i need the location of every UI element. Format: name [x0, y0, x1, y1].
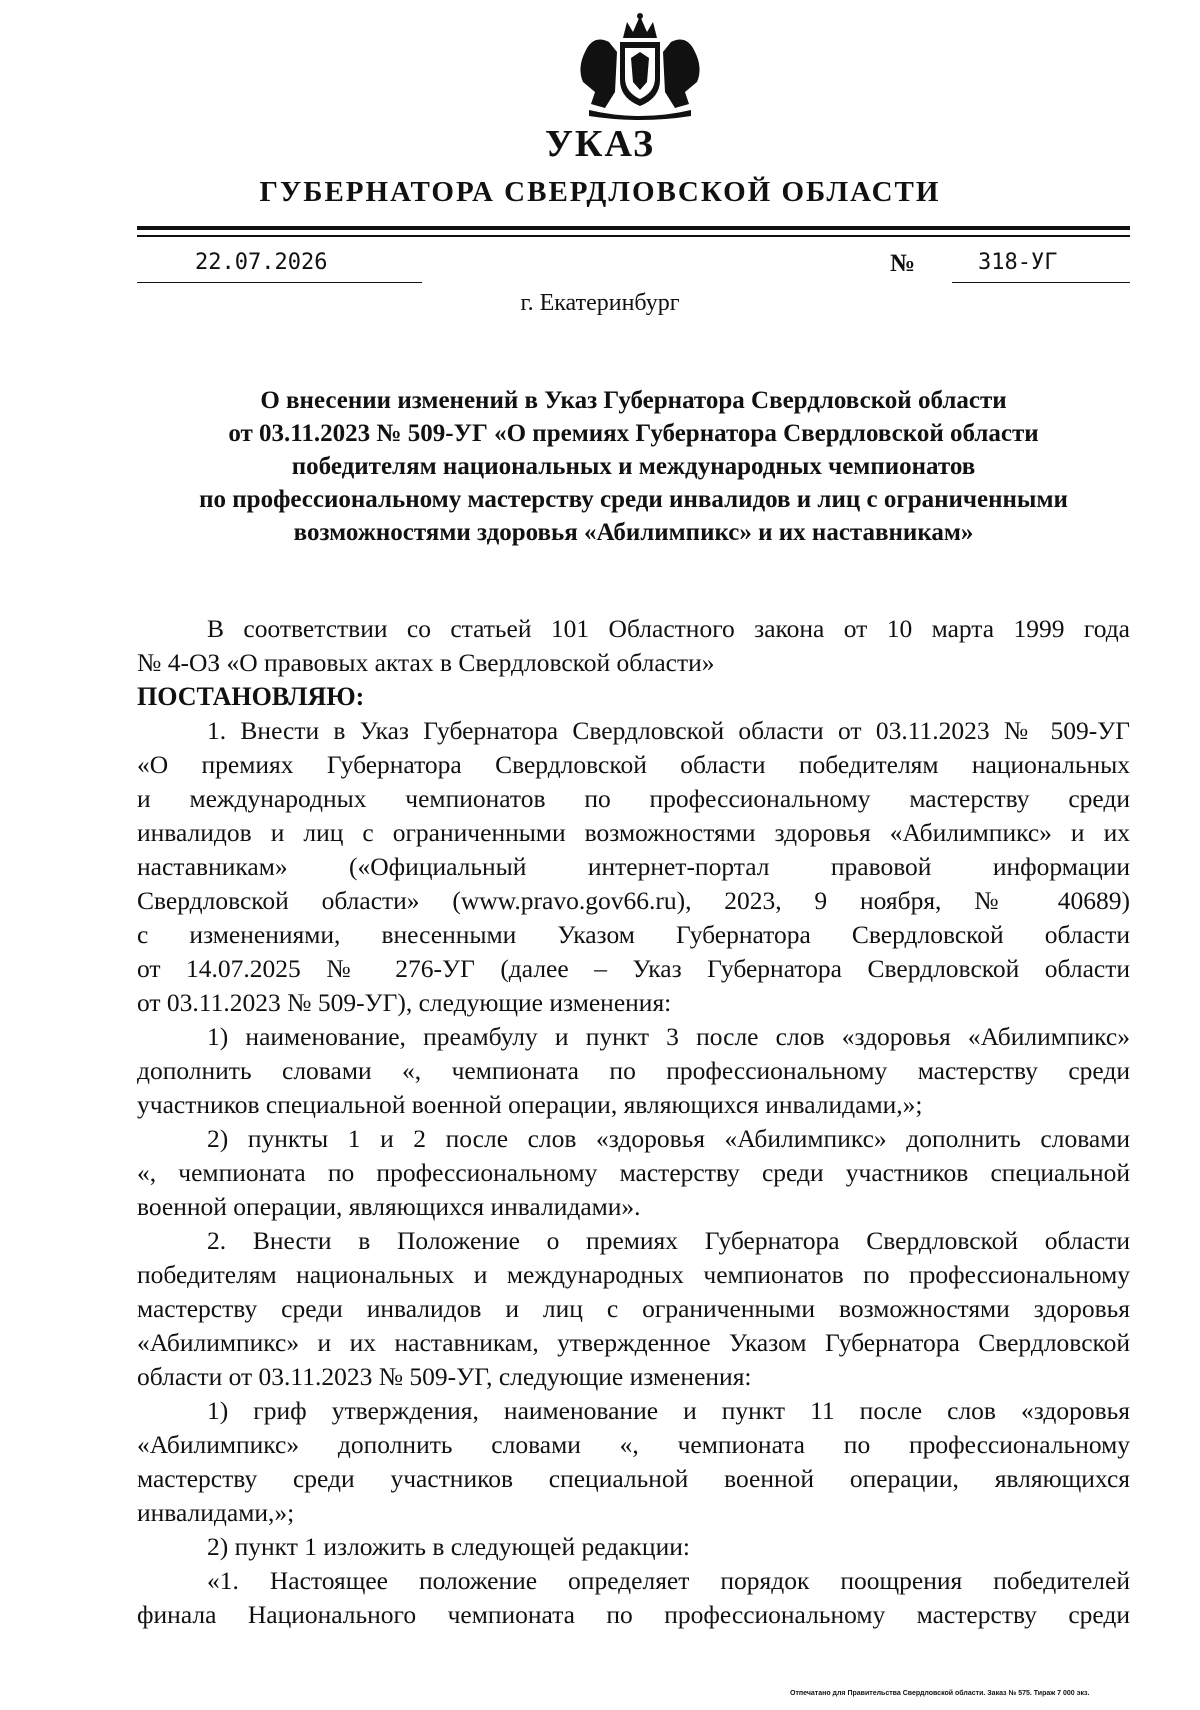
heading-line: О внесении изменений в Указ Губернатора Свердловской области — [260, 387, 1007, 414]
paragraph-line: инвалидов и лиц с ограниченными возможностями здоровья «Абилимпикс» и их — [137, 818, 1130, 847]
decree-heading — [137, 384, 1130, 549]
paragraph-line: «, чемпионата по профессиональному мастерству среди участников специальной — [137, 1158, 1130, 1187]
paragraph-line: 2) пункты 1 и 2 после слов «здоровья «Абилимпикс» дополнить словами — [207, 1124, 1130, 1153]
number-label: № — [890, 250, 916, 277]
heading-line: от 03.11.2023 № 509-УГ «О премиях Губернатора Свердловской области — [228, 420, 1039, 447]
heading-line: по профессиональному мастерству среди инвалидов и лиц с ограниченными — [199, 486, 1068, 513]
print-footer: Отпечатано для Правительства Свердловской области. Заказ № 575. Тираж 7 000 экз. — [790, 1690, 1090, 1697]
city: г. Екатеринбург — [520, 290, 680, 316]
paragraph-line: «О премиях Губернатора Свердловской области победителям национальных — [137, 750, 1130, 779]
paragraph-line: «1. Настоящее положение определяет порядок поощрения победителей — [207, 1566, 1130, 1595]
decree-body — [137, 612, 1130, 1632]
paragraph-line: военной операции, являющихся инвалидами». — [137, 1192, 641, 1221]
document-title: УКАЗ — [545, 123, 655, 165]
preamble-line: № 4-ОЗ «О правовых актах в Свердловской области» — [137, 648, 715, 677]
header-divider-thin — [137, 235, 1130, 237]
paragraph-line: «Абилимпикс» дополнить словами «, чемпионата по профессиональному — [137, 1430, 1130, 1459]
header-divider — [137, 226, 1130, 230]
decree-number: 318-УГ — [978, 250, 1058, 275]
paragraph-line: финала Национального чемпионата по профессиональному мастерству среди — [137, 1600, 1130, 1629]
number-underline — [952, 282, 1130, 283]
paragraph-line: мастерству среди участников специальной военной операции, являющихся — [137, 1464, 1130, 1493]
paragraph-line: и международных чемпионатов по профессиональному мастерству среди — [137, 784, 1130, 813]
decree-date: 22.07.2026 — [195, 250, 328, 275]
heading-line: возможностями здоровья «Абилимпикс» и их наставникам» — [293, 519, 974, 546]
paragraph-line: дополнить словами «, чемпионата по профессиональному мастерству среди — [137, 1056, 1130, 1085]
heading-line: победителям национальных и международных чемпионатов — [291, 453, 976, 480]
paragraph-line: 2) пункт 1 изложить в следующей редакции: — [207, 1532, 690, 1561]
paragraph-line: 1) наименование, преамбулу и пункт 3 после слов «здоровья «Абилимпикс» — [207, 1022, 1130, 1051]
paragraph-line: наставникам» («Официальный интернет-портал правовой информации — [137, 852, 1130, 881]
issuer-title: ГУБЕРНАТОРА СВЕРДЛОВСКОЙ ОБЛАСТИ — [259, 176, 941, 208]
paragraph-line: инвалидами,»; — [137, 1498, 295, 1527]
paragraph-line: участников специальной военной операции, являющихся инвалидами,»; — [137, 1090, 923, 1119]
coat-of-arms-icon — [565, 12, 715, 122]
paragraph-line: Свердловской области» (www.pravo.gov66.ru), 2023, 9 ноября, № 40689) — [137, 886, 1130, 915]
paragraph-line: области от 03.11.2023 № 509-УГ, следующие изменения: — [137, 1362, 752, 1391]
paragraph-line: «Абилимпикс» и их наставникам, утвержденное Указом Губернатора Свердловской — [137, 1328, 1130, 1357]
paragraph-line: 1. Внести в Указ Губернатора Свердловской области от 03.11.2023 № 509-УГ — [207, 716, 1130, 745]
paragraph-line: 1) гриф утверждения, наименование и пункт 11 после слов «здоровья — [207, 1396, 1130, 1425]
resolve-word: ПОСТАНОВЛЯЮ: — [137, 682, 365, 711]
preamble-line: В соответствии со статьей 101 Областного закона от 10 марта 1999 года — [207, 614, 1130, 643]
paragraph-line: победителям национальных и международных чемпионатов по профессиональному — [137, 1260, 1130, 1289]
paragraph-line: 2. Внести в Положение о премиях Губернатора Свердловской области — [207, 1226, 1130, 1255]
paragraph-line: от 03.11.2023 № 509-УГ), следующие изменения: — [137, 988, 672, 1017]
date-underline — [137, 282, 422, 283]
paragraph-line: мастерству среди инвалидов и лиц с ограниченными возможностями здоровья — [137, 1294, 1130, 1323]
paragraph-line: от 14.07.2025 № 276-УГ (далее – Указ Губернатора Свердловской области — [137, 954, 1130, 983]
paragraph-line: с изменениями, внесенными Указом Губернатора Свердловской области — [137, 920, 1130, 949]
